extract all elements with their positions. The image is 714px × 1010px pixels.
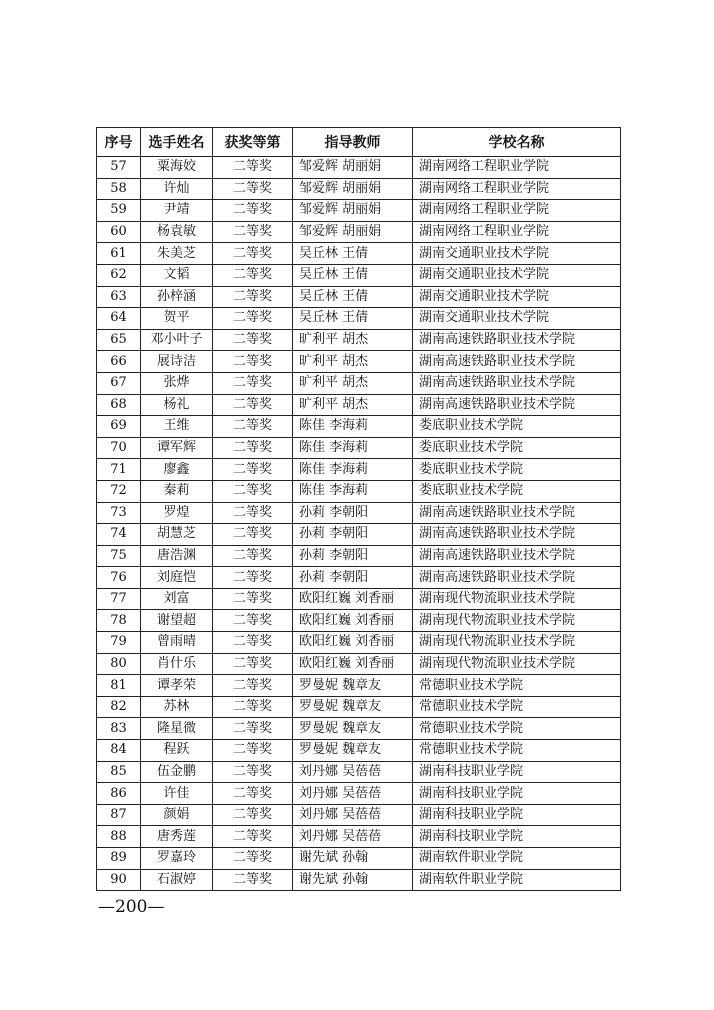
table-row [97, 243, 621, 265]
cell-school-name: 湖南现代物流职业技术学院 [413, 588, 621, 610]
header-serial-number: 序号 [97, 128, 141, 157]
cell-instructor: 邹爱辉 胡丽娟 [293, 200, 413, 222]
cell-instructor: 刘丹娜 吴蓓蓓 [293, 761, 413, 783]
cell-school-name: 湖南科技职业学院 [413, 826, 621, 848]
cell-school-name: 湖南高速铁路职业技术学院 [413, 567, 621, 589]
cell-school-name: 湖南科技职业学院 [413, 761, 621, 783]
cell-contestant-name: 谭孝荣 [141, 675, 213, 697]
table-row [97, 588, 621, 610]
cell-award-level: 二等奖 [213, 567, 293, 589]
cell-instructor: 孙莉 李朝阳 [293, 545, 413, 567]
cell-instructor: 陈佳 李海莉 [293, 459, 413, 481]
table-row [97, 804, 621, 826]
cell-award-level: 二等奖 [213, 178, 293, 200]
cell-school-name: 常德职业技术学院 [413, 696, 621, 718]
cell-school-name: 湖南科技职业学院 [413, 804, 621, 826]
cell-award-level: 二等奖 [213, 761, 293, 783]
cell-school-name: 娄底职业技术学院 [413, 480, 621, 502]
cell-instructor: 吴丘林 王倩 [293, 286, 413, 308]
header-award-level: 获奖等第 [213, 128, 293, 157]
cell-contestant-name: 唐浩渊 [141, 545, 213, 567]
cell-contestant-name: 谢望超 [141, 610, 213, 632]
cell-instructor: 欧阳红巍 刘香丽 [293, 632, 413, 654]
cell-school-name: 湖南网络工程职业学院 [413, 200, 621, 222]
cell-instructor: 吴丘林 王倩 [293, 308, 413, 330]
cell-serial-number: 70 [97, 437, 141, 459]
cell-instructor: 旷利平 胡杰 [293, 394, 413, 416]
cell-instructor: 邹爱辉 胡丽娟 [293, 221, 413, 243]
table-row [97, 567, 621, 589]
cell-instructor: 陈佳 李海莉 [293, 437, 413, 459]
table-row [97, 675, 621, 697]
table-row [97, 459, 621, 481]
cell-school-name: 湖南科技职业学院 [413, 783, 621, 805]
table-row [97, 437, 621, 459]
cell-award-level: 二等奖 [213, 200, 293, 222]
cell-award-level: 二等奖 [213, 264, 293, 286]
cell-instructor: 邹爱辉 胡丽娟 [293, 178, 413, 200]
cell-award-level: 二等奖 [213, 588, 293, 610]
table-row [97, 372, 621, 394]
cell-contestant-name: 伍金鹏 [141, 761, 213, 783]
table-row [97, 157, 621, 179]
cell-school-name: 湖南交通职业技术学院 [413, 308, 621, 330]
cell-school-name: 娄底职业技术学院 [413, 459, 621, 481]
cell-award-level: 二等奖 [213, 610, 293, 632]
page-number: —200— [98, 897, 165, 917]
cell-award-level: 二等奖 [213, 437, 293, 459]
cell-serial-number: 74 [97, 524, 141, 546]
cell-serial-number: 77 [97, 588, 141, 610]
table-row [97, 545, 621, 567]
cell-contestant-name: 展诗洁 [141, 351, 213, 373]
cell-contestant-name: 苏林 [141, 696, 213, 718]
cell-instructor: 孙莉 李朝阳 [293, 524, 413, 546]
table-row [97, 610, 621, 632]
table-row [97, 696, 621, 718]
cell-award-level: 二等奖 [213, 848, 293, 870]
cell-serial-number: 79 [97, 632, 141, 654]
cell-contestant-name: 胡慧芝 [141, 524, 213, 546]
cell-award-level: 二等奖 [213, 804, 293, 826]
cell-award-level: 二等奖 [213, 675, 293, 697]
cell-instructor: 吴丘林 王倩 [293, 264, 413, 286]
cell-school-name: 湖南现代物流职业技术学院 [413, 610, 621, 632]
cell-contestant-name: 曾雨晴 [141, 632, 213, 654]
cell-school-name: 常德职业技术学院 [413, 675, 621, 697]
cell-contestant-name: 贺平 [141, 308, 213, 330]
cell-school-name: 湖南高速铁路职业技术学院 [413, 545, 621, 567]
cell-award-level: 二等奖 [213, 783, 293, 805]
cell-instructor: 刘丹娜 吴蓓蓓 [293, 826, 413, 848]
header-contestant-name: 选手姓名 [141, 128, 213, 157]
cell-award-level: 二等奖 [213, 308, 293, 330]
cell-award-level: 二等奖 [213, 394, 293, 416]
cell-instructor: 罗曼妮 魏章友 [293, 675, 413, 697]
table-row [97, 178, 621, 200]
cell-award-level: 二等奖 [213, 502, 293, 524]
cell-serial-number: 88 [97, 826, 141, 848]
cell-school-name: 湖南交通职业技术学院 [413, 264, 621, 286]
table-row [97, 264, 621, 286]
cell-contestant-name: 廖鑫 [141, 459, 213, 481]
cell-serial-number: 71 [97, 459, 141, 481]
cell-school-name: 娄底职业技术学院 [413, 437, 621, 459]
cell-serial-number: 87 [97, 804, 141, 826]
cell-serial-number: 76 [97, 567, 141, 589]
cell-school-name: 湖南软件职业学院 [413, 848, 621, 870]
cell-instructor: 罗曼妮 魏章友 [293, 718, 413, 740]
cell-serial-number: 57 [97, 157, 141, 179]
table-row [97, 502, 621, 524]
table-row [97, 221, 621, 243]
cell-serial-number: 58 [97, 178, 141, 200]
cell-contestant-name: 许灿 [141, 178, 213, 200]
header-row [97, 128, 621, 157]
cell-instructor: 邹爱辉 胡丽娟 [293, 157, 413, 179]
cell-school-name: 常德职业技术学院 [413, 718, 621, 740]
cell-contestant-name: 许佳 [141, 783, 213, 805]
cell-award-level: 二等奖 [213, 545, 293, 567]
cell-school-name: 湖南高速铁路职业技术学院 [413, 524, 621, 546]
cell-award-level: 二等奖 [213, 632, 293, 654]
table-row [97, 718, 621, 740]
cell-contestant-name: 尹靖 [141, 200, 213, 222]
table-body [97, 157, 621, 891]
cell-award-level: 二等奖 [213, 243, 293, 265]
cell-contestant-name: 邓小叶子 [141, 329, 213, 351]
table-row [97, 394, 621, 416]
cell-contestant-name: 罗嘉玲 [141, 848, 213, 870]
cell-award-level: 二等奖 [213, 372, 293, 394]
cell-award-level: 二等奖 [213, 740, 293, 762]
cell-serial-number: 65 [97, 329, 141, 351]
cell-instructor: 旷利平 胡杰 [293, 372, 413, 394]
cell-award-level: 二等奖 [213, 696, 293, 718]
cell-contestant-name: 孙梓涵 [141, 286, 213, 308]
table-row [97, 761, 621, 783]
cell-instructor: 吴丘林 王倩 [293, 243, 413, 265]
cell-serial-number: 73 [97, 502, 141, 524]
award-table [96, 127, 621, 891]
table-row [97, 632, 621, 654]
table-row [97, 848, 621, 870]
table-row [97, 869, 621, 891]
cell-serial-number: 63 [97, 286, 141, 308]
cell-instructor: 旷利平 胡杰 [293, 329, 413, 351]
cell-serial-number: 84 [97, 740, 141, 762]
cell-school-name: 湖南网络工程职业学院 [413, 157, 621, 179]
cell-serial-number: 62 [97, 264, 141, 286]
cell-serial-number: 89 [97, 848, 141, 870]
cell-contestant-name: 刘庭恺 [141, 567, 213, 589]
cell-serial-number: 68 [97, 394, 141, 416]
cell-school-name: 湖南高速铁路职业技术学院 [413, 329, 621, 351]
cell-contestant-name: 张烨 [141, 372, 213, 394]
cell-school-name: 湖南网络工程职业学院 [413, 221, 621, 243]
cell-contestant-name: 石淑婷 [141, 869, 213, 891]
table-row [97, 200, 621, 222]
cell-serial-number: 78 [97, 610, 141, 632]
cell-school-name: 湖南高速铁路职业技术学院 [413, 502, 621, 524]
cell-school-name: 湖南高速铁路职业技术学院 [413, 351, 621, 373]
cell-school-name: 湖南现代物流职业技术学院 [413, 632, 621, 654]
cell-serial-number: 72 [97, 480, 141, 502]
cell-award-level: 二等奖 [213, 826, 293, 848]
table-header [97, 128, 621, 157]
cell-award-level: 二等奖 [213, 351, 293, 373]
cell-serial-number: 82 [97, 696, 141, 718]
cell-contestant-name: 刘富 [141, 588, 213, 610]
cell-contestant-name: 隆星微 [141, 718, 213, 740]
cell-serial-number: 59 [97, 200, 141, 222]
cell-instructor: 旷利平 胡杰 [293, 351, 413, 373]
cell-award-level: 二等奖 [213, 329, 293, 351]
cell-contestant-name: 罗煌 [141, 502, 213, 524]
cell-instructor: 陈佳 李海莉 [293, 416, 413, 438]
cell-award-level: 二等奖 [213, 416, 293, 438]
table-row [97, 308, 621, 330]
table-row [97, 416, 621, 438]
cell-contestant-name: 杨袁敏 [141, 221, 213, 243]
cell-instructor: 陈佳 李海莉 [293, 480, 413, 502]
cell-instructor: 孙莉 李朝阳 [293, 502, 413, 524]
cell-school-name: 湖南交通职业技术学院 [413, 243, 621, 265]
cell-school-name: 湖南网络工程职业学院 [413, 178, 621, 200]
table-row [97, 480, 621, 502]
cell-instructor: 谢先斌 孙翰 [293, 869, 413, 891]
cell-contestant-name: 王维 [141, 416, 213, 438]
cell-serial-number: 90 [97, 869, 141, 891]
cell-serial-number: 67 [97, 372, 141, 394]
cell-contestant-name: 杨礼 [141, 394, 213, 416]
cell-award-level: 二等奖 [213, 524, 293, 546]
cell-serial-number: 75 [97, 545, 141, 567]
cell-award-level: 二等奖 [213, 480, 293, 502]
table-row [97, 783, 621, 805]
cell-instructor: 欧阳红巍 刘香丽 [293, 610, 413, 632]
cell-instructor: 刘丹娜 吴蓓蓓 [293, 804, 413, 826]
cell-serial-number: 60 [97, 221, 141, 243]
cell-contestant-name: 粟海姣 [141, 157, 213, 179]
table-row [97, 286, 621, 308]
table-row [97, 524, 621, 546]
cell-serial-number: 61 [97, 243, 141, 265]
cell-instructor: 孙莉 李朝阳 [293, 567, 413, 589]
cell-instructor: 谢先斌 孙翰 [293, 848, 413, 870]
cell-award-level: 二等奖 [213, 459, 293, 481]
cell-school-name: 湖南高速铁路职业技术学院 [413, 394, 621, 416]
cell-contestant-name: 唐秀莲 [141, 826, 213, 848]
cell-serial-number: 69 [97, 416, 141, 438]
cell-contestant-name: 谭军辉 [141, 437, 213, 459]
cell-serial-number: 66 [97, 351, 141, 373]
cell-serial-number: 81 [97, 675, 141, 697]
cell-instructor: 罗曼妮 魏章友 [293, 696, 413, 718]
cell-instructor: 刘丹娜 吴蓓蓓 [293, 783, 413, 805]
cell-school-name: 娄底职业技术学院 [413, 416, 621, 438]
cell-serial-number: 85 [97, 761, 141, 783]
cell-award-level: 二等奖 [213, 221, 293, 243]
table-row [97, 653, 621, 675]
table-row [97, 740, 621, 762]
cell-school-name: 湖南交通职业技术学院 [413, 286, 621, 308]
cell-school-name: 湖南高速铁路职业技术学院 [413, 372, 621, 394]
header-instructor: 指导教师 [293, 128, 413, 157]
cell-school-name: 常德职业技术学院 [413, 740, 621, 762]
cell-school-name: 湖南软件职业学院 [413, 869, 621, 891]
header-school-name: 学校名称 [413, 128, 621, 157]
cell-serial-number: 64 [97, 308, 141, 330]
table-row [97, 329, 621, 351]
cell-award-level: 二等奖 [213, 869, 293, 891]
cell-award-level: 二等奖 [213, 286, 293, 308]
cell-school-name: 湖南现代物流职业技术学院 [413, 653, 621, 675]
cell-contestant-name: 朱美芝 [141, 243, 213, 265]
cell-contestant-name: 肖什乐 [141, 653, 213, 675]
table-row [97, 351, 621, 373]
cell-award-level: 二等奖 [213, 157, 293, 179]
cell-contestant-name: 程跃 [141, 740, 213, 762]
cell-serial-number: 83 [97, 718, 141, 740]
cell-award-level: 二等奖 [213, 718, 293, 740]
cell-instructor: 欧阳红巍 刘香丽 [293, 653, 413, 675]
cell-award-level: 二等奖 [213, 653, 293, 675]
cell-instructor: 罗曼妮 魏章友 [293, 740, 413, 762]
cell-instructor: 欧阳红巍 刘香丽 [293, 588, 413, 610]
cell-serial-number: 86 [97, 783, 141, 805]
cell-contestant-name: 秦莉 [141, 480, 213, 502]
cell-contestant-name: 文韬 [141, 264, 213, 286]
table-row [97, 826, 621, 848]
cell-contestant-name: 颜娟 [141, 804, 213, 826]
cell-serial-number: 80 [97, 653, 141, 675]
